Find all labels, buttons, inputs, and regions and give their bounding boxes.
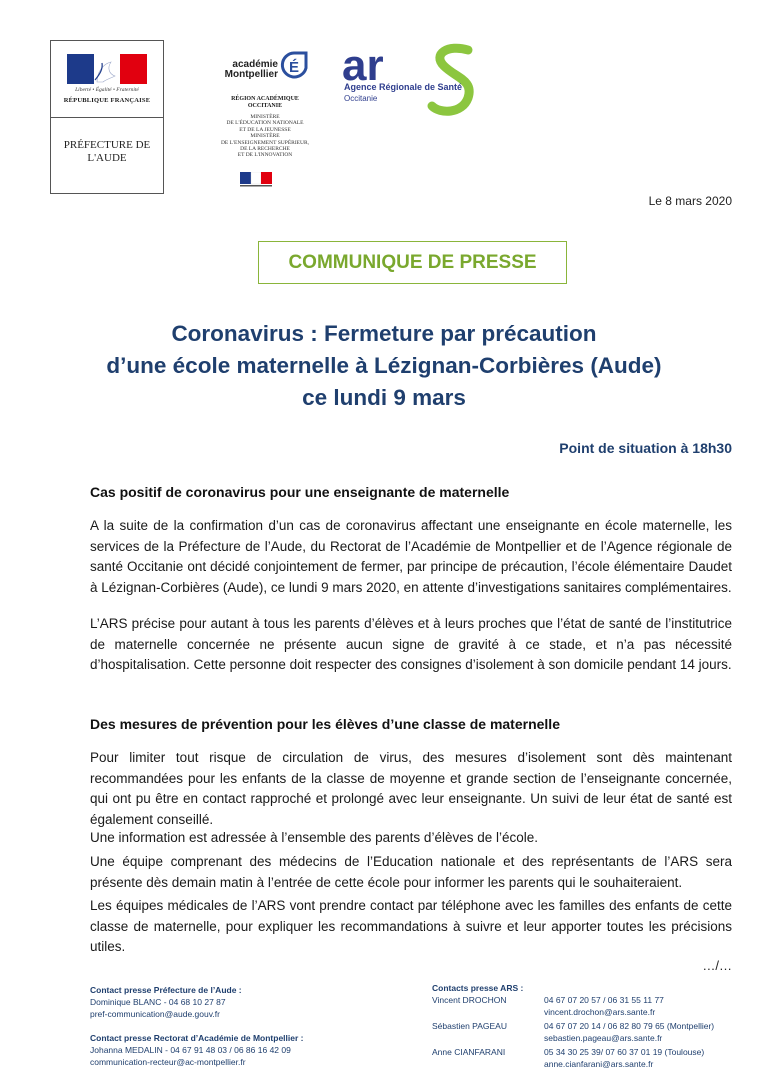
prefecture-republic: RÉPUBLIQUE FRANÇAISE	[63, 97, 151, 104]
prefecture-motto: Liberté • Égalité • Fraternité	[75, 87, 139, 93]
prefecture-logo-top	[51, 41, 163, 118]
academie-word2: Montpellier	[224, 69, 278, 80]
academie-min-5: DE LA RECHERCHE	[240, 146, 290, 153]
marianne-flag-icon	[67, 54, 147, 84]
academie-min-4: DE L'ENSEIGNEMENT SUPÉRIEUR,	[220, 139, 310, 146]
section2-paragraph-3: Une équipe comprenant des médecins de l’Education nationale et des représentants de l’ARS sera présente dès demain matin à l’entrée de cette école pour informer les parents qui le souhaiteraient.	[90, 854, 732, 890]
academie-region2: OCCITANIE	[247, 103, 283, 109]
academie-wordmark	[218, 60, 278, 80]
section2-paragraph-4: Les équipes médicales de l’ARS vont prendre contact par téléphone avec les familles des enfants de cette classe de maternelle, pour expliquer les recommandations à suivre et leur apporter toutes les précisions utiles.	[90, 898, 732, 955]
section1-paragraph-1: A la suite de la confirmation d’un cas de coronavirus affectant une enseignante en école maternelle, les services de la Préfecture de l’Aude, du Rectorat de l’Académie de Montpellier et de l’Agence régionale de santé Occitanie ont décidé conjointement de fermer, par principe de précaution, l’école élémentaire Daudet à Lézignan-Corbières (Aude), ce lundi 9 mars 2020, en attente d’investigations sanitaires complémentaires.	[90, 518, 732, 595]
academie-min-3: MINISTÈRE	[250, 133, 280, 140]
academie-region1: RÉGION ACADÉMIQUE	[231, 96, 299, 102]
academie-e-icon	[280, 50, 308, 80]
title-line-2: d’une école maternelle à Lézignan-Corbières (Aude)	[106, 353, 662, 378]
academie-logo	[200, 44, 330, 194]
section2-heading: Des mesures de prévention pour les élèves d’une classe de maternelle	[90, 716, 560, 732]
section2-paragraph-1: Pour limiter tout risque de circulation de virus, des mesures d’isolement sont dès maintenant recommandées pour les enfants de la classe de moyenne et grande section de l’enseignante concernée, qui ont pu être en contact rapproché et prolongé avec leur enseignante. Un suivi de leur état de santé est également conseillé.	[90, 750, 732, 827]
academie-ministere	[200, 114, 330, 159]
footer-pref-email[interactable]: pref-communication@aude.gouv.fr	[90, 1009, 220, 1019]
prefecture-name	[51, 139, 163, 165]
footer-ars-title: Contacts presse ARS :	[432, 983, 524, 993]
section1-paragraph-2: L’ARS précise pour autant à tous les parents d’élèves et à leurs proches que l’état de santé de l’institutrice de maternelle concernée ne présente aucun signe de gravité à ce stade, et n’a pas nécessité d’hospitalisation. Cette personne doit respecter des consignes d’isolement à son domicile pendant 14 jours.	[90, 616, 732, 673]
svg-text:É: É	[289, 59, 300, 76]
footer-pref-line1: Dominique BLANC - 04 68 10 27 87	[90, 997, 226, 1007]
footer-rectorat-contact	[90, 1032, 304, 1068]
footer-rect-email[interactable]: communication-recteur@ac-montpellier.fr	[90, 1057, 246, 1067]
footer-ars-email-3[interactable]: anne.cianfarani@ars.sante.fr	[544, 1059, 654, 1069]
academie-min-0: MINISTÈRE	[250, 114, 280, 120]
ars-wordmark-icon	[340, 40, 490, 120]
academie-region	[200, 96, 330, 110]
press-release-label: COMMUNIQUE DE PRESSE	[258, 241, 567, 284]
document-date: Le 8 mars 2020	[648, 194, 732, 208]
title-line-1: Coronavirus : Fermeture par précaution	[171, 321, 597, 346]
academie-min-6: ET DE L'INNOVATION	[237, 152, 293, 159]
prefecture-logo	[50, 40, 164, 194]
prefecture-name-line2: L'AUDE	[87, 152, 127, 164]
footer-ars-phone-1: 04 67 07 20 57 / 06 31 55 11 77	[544, 995, 664, 1005]
footer-rect-line1: Johanna MEDALIN - 04 67 91 48 03 / 06 86 16 42 09	[90, 1045, 291, 1055]
footer-pref-title: Contact presse Préfecture de l’Aude :	[90, 985, 242, 995]
section2-paragraph-2: Une information est adressée à l’ensemble des parents d’élèves de l’école.	[90, 830, 539, 845]
situation-time: Point de situation à 18h30	[559, 440, 732, 456]
prefecture-name-line1: PRÉFECTURE DE	[63, 139, 151, 151]
ars-subtitle: Agence Régionale de Santé	[344, 82, 463, 92]
academie-word1: académie	[232, 59, 278, 70]
footer-ars-phone-2: 04 67 07 20 14 / 06 82 80 79 65 (Montpellier)	[544, 1021, 715, 1031]
footer-rect-title: Contact presse Rectorat d’Académie de Montpellier :	[90, 1033, 304, 1043]
footer-ars-name-3: Anne CIANFARANI	[432, 1047, 506, 1057]
footer-ars-name-1: Vincent DROCHON	[432, 995, 507, 1005]
svg-text:ar: ar	[342, 41, 384, 90]
republic-mini-flag-icon	[240, 172, 272, 188]
title-line-3: ce lundi 9 mars	[302, 385, 466, 410]
footer-ars-email-2[interactable]: sebastien.pageau@ars.sante.fr	[544, 1033, 663, 1043]
footer-ars-name-2: Sébastien PAGEAU	[432, 1021, 507, 1031]
academie-min-2: ET DE LA JEUNESSE	[239, 126, 291, 133]
ars-logo	[340, 40, 490, 120]
footer-ars-phone-3: 05 34 30 25 39/ 07 60 37 01 19 (Toulouse)	[544, 1047, 705, 1057]
ars-region: Occitanie	[344, 94, 378, 103]
academie-min-1: DE L'ÉDUCATION NATIONALE	[226, 120, 304, 127]
section1-heading: Cas positif de coronavirus pour une enseignante de maternelle	[90, 484, 510, 500]
page-title	[60, 318, 708, 414]
footer-ars-email-1[interactable]: vincent.drochon@ars.sante.fr	[544, 1007, 656, 1017]
continuation-mark: …/…	[702, 958, 732, 973]
footer-prefecture-contact	[90, 984, 242, 1020]
